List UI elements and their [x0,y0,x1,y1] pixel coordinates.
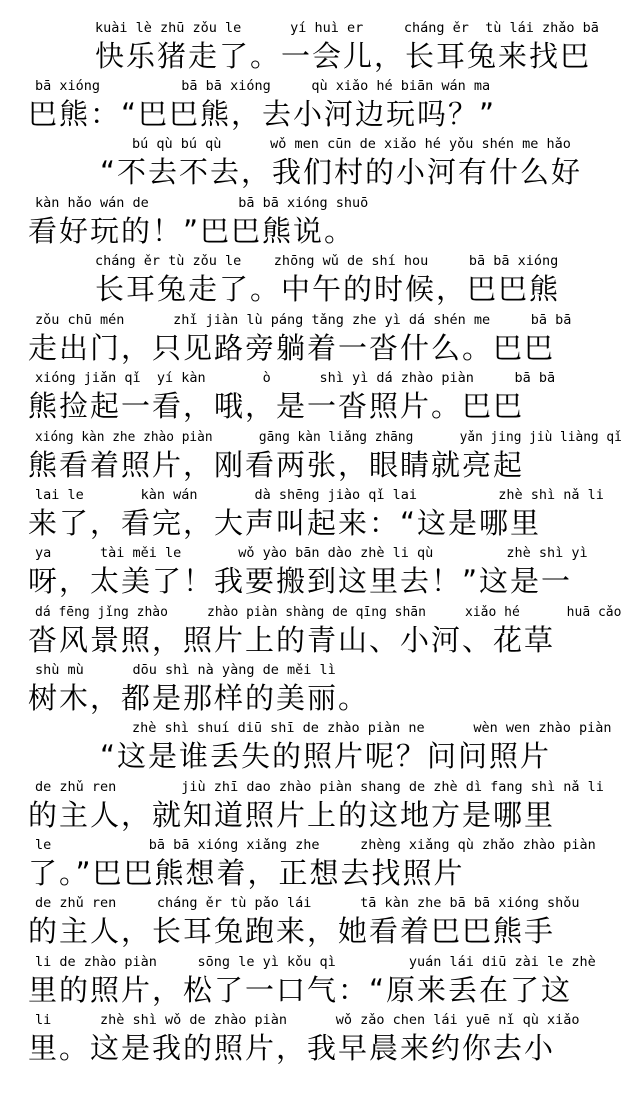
text-line [0,602,630,660]
pinyin-line: dá fēng jǐng zhào zhào piàn shàng de qīng shān xiǎo hé huā cǎo [35,604,622,620]
hanzi-line: “这是谁丢失的照片呢？问问照片 [100,739,552,773]
hanzi-line: 沓风景照，照片上的青山、小河、花草 [28,623,556,657]
text-line [0,660,630,718]
hanzi-line: 呀，太美了！我要搬到这里去！”这是一 [28,564,573,598]
text-line [0,952,630,1010]
hanzi-line: 的主人，就知道照片上的这地方是哪里 [28,798,556,832]
text-line [0,485,630,543]
pinyin-line: li zhè shì wǒ de zhào piàn wǒ zǎo chen lái yuē nǐ qù xiǎo [35,1012,580,1028]
pinyin-line: ya tài měi le wǒ yào bān dào zhè li qù zhè shì yì [35,545,588,561]
hanzi-line: 树木，都是那样的美丽。 [28,681,370,715]
text-line [0,1010,630,1068]
pinyin-line: shù mù dōu shì nà yàng de měi lì [35,662,336,678]
pinyin-line: bú qù bú qù wǒ men cūn de xiǎo hé yǒu shén me hǎo [132,136,571,152]
pinyin-line: xióng kàn zhe zhào piàn gāng kàn liǎng zhāng yǎn jing jiù liàng qǐ [35,429,622,445]
hanzi-line: 走出门，只见路旁躺着一沓什么。巴巴 [28,331,556,365]
text-line [0,777,630,835]
pinyin-line: li de zhào piàn sōng le yì kǒu qì yuán lái diū zài le zhè [35,954,596,970]
text-line [0,835,630,893]
hanzi-line: 看好玩的！”巴巴熊说。 [28,214,356,248]
hanzi-line: 的主人，长耳兔跑来，她看着巴巴熊手 [28,914,556,948]
pinyin-line: kàn hǎo wán de bā bā xióng shuō [35,195,369,211]
hanzi-line: 长耳兔走了。中午的时候，巴巴熊 [95,272,561,306]
text-line [0,18,630,76]
text-line [0,134,630,192]
text-line [0,893,630,951]
hanzi-line: “不去不去，我们村的小河有什么好 [100,155,583,189]
text-line [0,251,630,309]
text-line [0,718,630,776]
hanzi-line: 快乐猪走了。一会儿，长耳兔来找巴 [95,39,592,73]
hanzi-line: 巴熊：“巴巴熊，去小河边玩吗？” [28,97,497,131]
hanzi-line: 了。”巴巴熊想着，正想去找照片 [28,856,465,890]
text-line [0,193,630,251]
pinyin-line: kuài lè zhū zǒu le yí huì er cháng ěr tù lái zhǎo bā [95,20,599,36]
hanzi-line: 熊捡起一看，哦，是一沓照片。巴巴 [28,389,525,423]
text-line [0,543,630,601]
pinyin-line: xióng jiǎn qǐ yí kàn ò shì yì dá zhào piàn bā bā [35,370,556,386]
text-line [0,427,630,485]
pinyin-line: zhè shì shuí diū shī de zhào piàn ne wèn wen zhào piàn [132,720,612,736]
hanzi-line: 里。这是我的照片，我早晨来约你去小 [28,1031,556,1065]
text-line [0,76,630,134]
text-line [0,310,630,368]
hanzi-line: 来了，看完，大声叫起来：“这是哪里 [28,506,542,540]
pinyin-line: cháng ěr tù zǒu le zhōng wǔ de shí hou bā bā xióng [95,253,559,269]
pinyin-line: zǒu chū mén zhǐ jiàn lù páng tǎng zhe yì dá shén me bā bā [35,312,572,328]
text-line [0,368,630,426]
pinyin-line: de zhǔ ren jiù zhī dao zhào piàn shang de zhè dì fang shì nǎ li [35,779,604,795]
hanzi-line: 熊看着照片，刚看两张，眼睛就亮起 [28,448,525,482]
hanzi-line: 里的照片，松了一口气：“原来丢在了这 [28,973,573,1007]
pinyin-line: lai le kàn wán dà shēng jiào qǐ lai zhè shì nǎ li [35,487,604,503]
pinyin-line: le bā bā xióng xiǎng zhe zhèng xiǎng qù zhǎo zhào piàn [35,837,596,853]
pinyin-line: de zhǔ ren cháng ěr tù pǎo lái tā kàn zhe bā bā xióng shǒu [35,895,580,911]
pinyin-line: bā xióng bā bā xióng qù xiǎo hé biān wán ma [35,78,491,94]
